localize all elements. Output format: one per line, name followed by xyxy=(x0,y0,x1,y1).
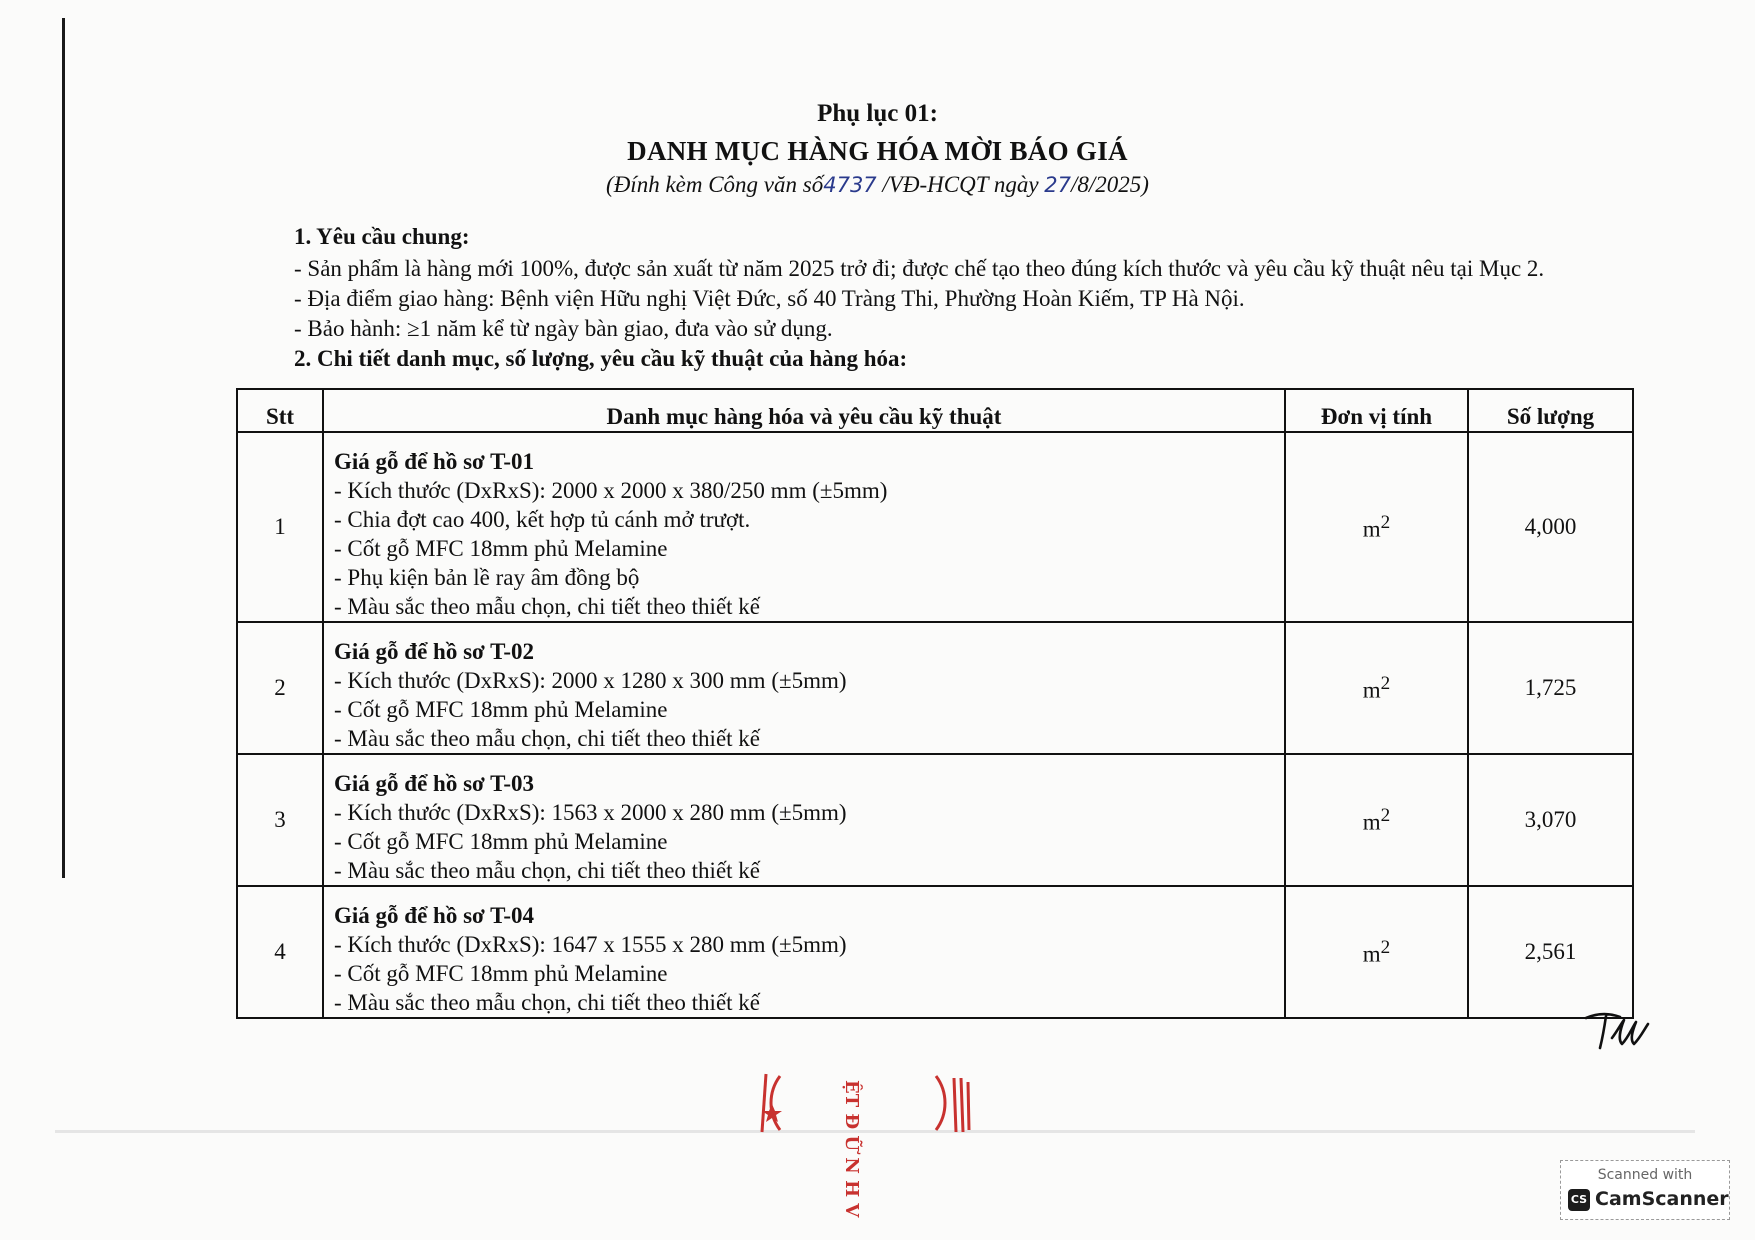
row-quantity: 2,561 xyxy=(1468,886,1633,1018)
header-unit: Đơn vị tính xyxy=(1285,389,1468,432)
item-spec: - Cốt gỗ MFC 18mm phủ Melamine xyxy=(334,536,668,561)
row-unit xyxy=(1285,622,1468,754)
unit-superscript: 2 xyxy=(1380,511,1391,533)
unit-text: m xyxy=(1362,941,1381,967)
requirement-warranty: - Bảo hành: ≥1 năm kể từ ngày bàn giao, đưa vào sử dụng. xyxy=(294,316,833,341)
row-description xyxy=(323,432,1285,622)
item-name: Giá gỗ để hồ sơ T-02 xyxy=(334,639,534,664)
header-description: Danh mục hàng hóa và yêu cầu kỹ thuật xyxy=(323,389,1285,432)
requirement-delivery-location: - Địa điểm giao hàng: Bệnh viện Hữu nghị Việt Đức, số 40 Tràng Thi, Phường Hoàn Kiếm, TP Hà Nội. xyxy=(294,286,1245,311)
item-name: Giá gỗ để hồ sơ T-03 xyxy=(334,771,534,796)
goods-table xyxy=(236,388,1634,1019)
row-stt: 1 xyxy=(237,432,323,622)
attachment-middle: /VĐ-HCQT ngày xyxy=(876,172,1045,197)
unit-text: m xyxy=(1362,516,1381,542)
item-spec: - Kích thước (DxRxS): 1563 x 2000 x 280 mm (±5mm) xyxy=(334,800,847,825)
item-name: Giá gỗ để hồ sơ T-04 xyxy=(334,903,534,928)
row-stt: 4 xyxy=(237,886,323,1018)
row-unit xyxy=(1285,754,1468,886)
row-description xyxy=(323,754,1285,886)
row-description xyxy=(323,622,1285,754)
attachment-suffix: /8/2025) xyxy=(1071,172,1149,197)
table-row xyxy=(237,622,1633,754)
document-title: DANH MỤC HÀNG HÓA MỜI BÁO GIÁ xyxy=(627,136,1128,166)
unit-superscript: 2 xyxy=(1380,804,1391,826)
row-description xyxy=(323,886,1285,1018)
scanned-with-label: Scanned with xyxy=(1597,1167,1693,1183)
row-unit xyxy=(1285,886,1468,1018)
item-spec: - Chia đợt cao 400, kết hợp tủ cánh mở trượt. xyxy=(334,507,751,532)
header-quantity: Số lượng xyxy=(1468,389,1633,432)
item-spec: - Cốt gỗ MFC 18mm phủ Melamine xyxy=(334,829,668,854)
appendix-label: Phụ lục 01: xyxy=(817,100,938,127)
item-spec: - Màu sắc theo mẫu chọn, chi tiết theo thiết kế xyxy=(334,858,761,883)
table-row xyxy=(237,886,1633,1018)
row-stt: 3 xyxy=(237,754,323,886)
unit-superscript: 2 xyxy=(1380,672,1391,694)
handwritten-day: 27 xyxy=(1044,173,1072,197)
item-spec: - Màu sắc theo mẫu chọn, chi tiết theo thiết kế xyxy=(334,726,761,751)
item-spec: - Màu sắc theo mẫu chọn, chi tiết theo thiết kế xyxy=(334,594,761,619)
camscanner-watermark xyxy=(1560,1160,1730,1220)
row-quantity: 3,070 xyxy=(1468,754,1633,886)
red-seal-stamp xyxy=(758,1072,972,1218)
item-spec: - Kích thước (DxRxS): 1647 x 1555 x 280 mm (±5mm) xyxy=(334,932,847,957)
row-quantity: 4,000 xyxy=(1468,432,1633,622)
item-spec: - Kích thước (DxRxS): 2000 x 1280 x 300 mm (±5mm) xyxy=(334,668,847,693)
attachment-note xyxy=(0,172,1755,198)
attachment-prefix: (Đính kèm Công văn số xyxy=(606,172,824,197)
table-row xyxy=(237,754,1633,886)
header-stt: Stt xyxy=(237,389,323,432)
unit-text: m xyxy=(1362,809,1381,835)
item-spec: - Phụ kiện bản lề ray âm đồng bộ xyxy=(334,565,640,590)
table-row xyxy=(237,432,1633,622)
item-spec: - Cốt gỗ MFC 18mm phủ Melamine xyxy=(334,961,668,986)
requirement-new-product: - Sản phẩm là hàng mới 100%, được sản xuất từ năm 2025 trở đi; được chế tạo theo đúng kích thước và yêu cầu kỹ thuật nêu tại Mục 2. xyxy=(294,256,1545,281)
unit-superscript: 2 xyxy=(1380,936,1391,958)
handwritten-doc-number: 4737 xyxy=(823,173,877,197)
item-spec: - Kích thước (DxRxS): 2000 x 2000 x 380/250 mm (±5mm) xyxy=(334,478,888,503)
row-unit xyxy=(1285,432,1468,622)
row-quantity: 1,725 xyxy=(1468,622,1633,754)
handwritten-initials xyxy=(1582,1008,1654,1054)
item-name: Giá gỗ để hồ sơ T-01 xyxy=(334,449,534,474)
camscanner-brand: CamScanner xyxy=(1595,1188,1729,1210)
section1-title: 1. Yêu cầu chung: xyxy=(294,224,470,249)
item-spec: - Màu sắc theo mẫu chọn, chi tiết theo thiết kế xyxy=(334,990,761,1015)
camscanner-logo-icon: CS xyxy=(1568,1189,1590,1211)
unit-text: m xyxy=(1362,677,1381,703)
stamp-text: ỆT Đ Ữ N H V xyxy=(841,1080,862,1218)
item-spec: - Cốt gỗ MFC 18mm phủ Melamine xyxy=(334,697,668,722)
section2-title: 2. Chi tiết danh mục, số lượng, yêu cầu kỹ thuật của hàng hóa: xyxy=(294,346,908,371)
row-stt: 2 xyxy=(237,622,323,754)
table-header-row xyxy=(237,389,1633,432)
